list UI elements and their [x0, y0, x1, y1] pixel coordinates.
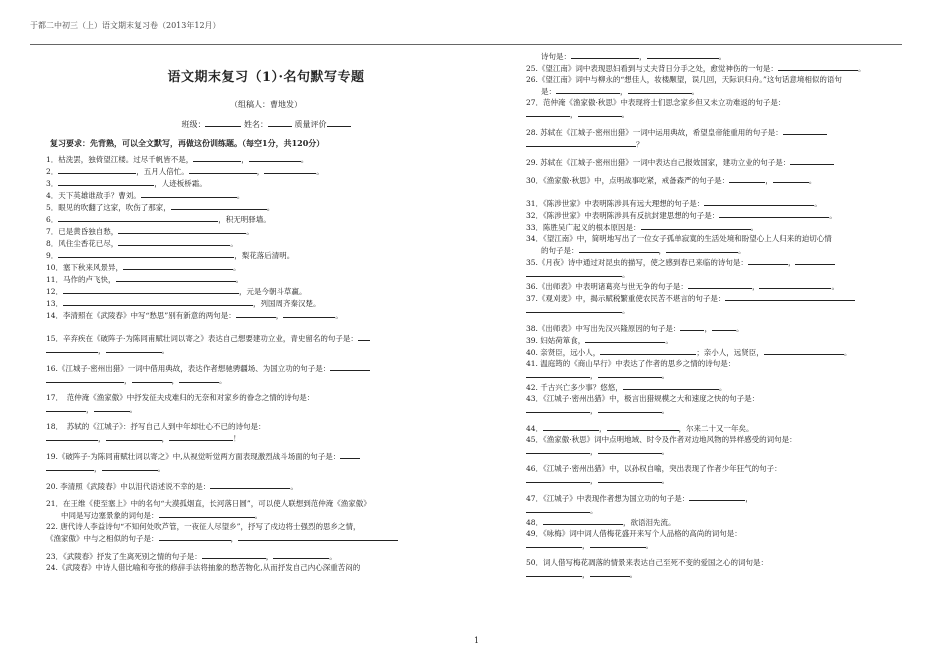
- answer-blank[interactable]: [46, 462, 94, 471]
- score-field[interactable]: [327, 118, 351, 127]
- questions-left: [46, 153, 486, 573]
- question-23: 23．《武陵春》抒发了生离死别之情的句子是： ， 。: [46, 552, 337, 561]
- answer-blank[interactable]: [102, 462, 158, 471]
- answer-blank[interactable]: [704, 197, 814, 206]
- answer-blank[interactable]: [193, 153, 241, 162]
- answer-blank[interactable]: [283, 309, 335, 318]
- question-41: 41. 温庭筠的《商山早行》中表达了作者的思乡之情的诗句是：: [526, 359, 736, 368]
- answer-blank[interactable]: [169, 432, 233, 441]
- answer-blank[interactable]: [273, 550, 329, 559]
- answer-blank[interactable]: [249, 153, 301, 162]
- answer-blank[interactable]: [159, 509, 255, 518]
- answer-blank[interactable]: [340, 450, 360, 459]
- question-6: 6． ，积无明驿墙。: [46, 215, 271, 224]
- question-26-cont: 是： ， 。: [541, 87, 699, 96]
- question-19: 19.《破阵子·为陈同甫赋壮词以寄之》中,从视觉听觉两方面表现激烈战斗场面的句子是：: [46, 450, 486, 462]
- answer-blank[interactable]: [666, 244, 738, 253]
- question-11: 11．马作的卢飞快， 。: [46, 275, 244, 284]
- question-50: 50．词人借写梅花凋落的情景来表达自己至死不变的爱国之心的词句是：: [526, 558, 769, 567]
- question-31: 31．《陈涉世家》中表明陈涉具有远大理想的句子是： 。: [526, 199, 822, 208]
- answer-blank[interactable]: [189, 165, 257, 174]
- question-40: 40. 亲贤臣，远小人， ；亲小人，远贤臣， 。: [526, 348, 852, 357]
- answer-blank[interactable]: [179, 374, 219, 383]
- question-15: 15．辛弃疾在《破阵子·为陈同甫赋壮词以寄之》表达自己想要建功立业，青史留名的句子是：: [46, 332, 486, 344]
- answer-blank[interactable]: [783, 126, 827, 135]
- answer-blank[interactable]: [543, 516, 623, 525]
- question-47-cont: 。: [526, 504, 926, 516]
- left-column: [46, 50, 486, 573]
- answer-blank[interactable]: [600, 346, 696, 355]
- answer-blank[interactable]: [202, 550, 266, 559]
- answer-blank[interactable]: [712, 322, 736, 331]
- answer-blank[interactable]: [748, 256, 788, 265]
- question-7: 7．已是黄昏独自愁， 。: [46, 227, 254, 236]
- answer-blank[interactable]: [719, 209, 829, 218]
- question-38: 38.《出师表》中写出先汉兴隆原因的句子是： ， 。: [526, 324, 744, 333]
- page-title: 语文期末复习（1）·名句默写专题: [167, 70, 365, 85]
- name-field[interactable]: [268, 118, 292, 127]
- answer-blank[interactable]: [58, 165, 136, 174]
- answer-blank[interactable]: [579, 244, 659, 253]
- answer-blank[interactable]: [689, 492, 745, 501]
- question-34-cont: 的句子是： ， 。: [541, 246, 746, 255]
- answer-blank[interactable]: [647, 50, 719, 59]
- page-number: 1: [474, 636, 480, 645]
- answer-blank[interactable]: [526, 539, 582, 548]
- question-22: 22. 唐代诗人李益诗句“不知何处吹芦管，一夜征人尽望乡”，抒写了戍边将士强烈的思乡之情，: [46, 522, 361, 531]
- question-45-cont: ， 。: [526, 445, 926, 457]
- answer-blank[interactable]: [171, 201, 267, 210]
- question-37: 37.《观刈麦》中，揭示赋税繁重使农民苦不堪言的句子是：: [526, 292, 926, 304]
- question-16: 16.《江城子·密州出猎》一词中借用典故，表达作者想驰骋疆场、为国立功的句子是：: [46, 362, 486, 374]
- answer-blank[interactable]: [729, 174, 765, 183]
- question-43: 43．《江城子·密州出猎》中，极言出猎规模之大和速度之快的句子是：: [526, 394, 760, 403]
- answer-blank[interactable]: [58, 249, 234, 258]
- answer-blank[interactable]: [571, 50, 639, 59]
- answer-blank[interactable]: [578, 108, 622, 117]
- answer-blank[interactable]: [116, 273, 236, 282]
- question-24: 24.《武陵春》中诗人借比喻和夸张的修辞手法将抽象的愁苦物化,从而抒发自己内心深重苦闷的: [46, 563, 361, 572]
- question-24-cont: 诗句是： ， 。: [541, 52, 726, 61]
- question-45: 45．《渔家傲·秋思》词中点明地域、时令及作者对边地风物的异样感受的词句是：: [526, 435, 797, 444]
- question-26: 26.《望江南》词中与柳永的“想佳人，妆楼颙望，误几回，天际识归舟。”这句话意境相似的语句: [526, 75, 842, 84]
- answer-blank[interactable]: [598, 474, 662, 483]
- score-label: 质量评价: [294, 120, 327, 129]
- answer-blank[interactable]: [607, 422, 679, 431]
- answer-blank[interactable]: [63, 285, 239, 294]
- answer-blank[interactable]: [778, 62, 858, 71]
- question-8: 8．风住尘香花已尽， 。: [46, 239, 238, 248]
- answer-blank[interactable]: [526, 108, 570, 117]
- answer-blank[interactable]: [63, 297, 253, 306]
- name-label: 姓名：: [244, 120, 268, 129]
- question-22-cont: 《渔家傲》中与之相似的句子是： ，: [46, 532, 486, 544]
- answer-blank[interactable]: [526, 504, 590, 513]
- question-25: 25.《望江南》词中表现思妇看到与丈夫背日分手之处，愈觉神伤的一句是： 。: [526, 64, 866, 73]
- answer-blank[interactable]: [58, 213, 218, 222]
- answer-blank[interactable]: [264, 165, 316, 174]
- question-17-cont: ， 。: [46, 403, 486, 415]
- question-18-cont: ， ， ！: [46, 432, 486, 444]
- answer-blank[interactable]: [46, 374, 124, 383]
- question-17: 17． 范仲淹《渔家傲》中抒发征夫戍难归的无奈和对家乡的眷念之情的诗句是：: [46, 393, 315, 402]
- question-4: 4．天下英雄谁敌手？曹刘。 。: [46, 191, 245, 200]
- question-12: 12． ，元是今朝斗草赢。: [46, 287, 307, 296]
- question-46-cont: ， 。: [526, 474, 926, 486]
- answer-blank[interactable]: [590, 539, 646, 548]
- answer-blank[interactable]: [106, 432, 162, 441]
- question-33: 33．陈胜吴广起义的根本原因是： 。: [526, 223, 759, 232]
- question-44: 44． ， ，尔来二十又一年矣。: [526, 424, 754, 433]
- question-16-cont: ， ， 。: [46, 374, 486, 386]
- answer-blank[interactable]: [330, 362, 370, 371]
- question-27: 27．范仲淹《渔家傲·秋思》中表现将士们思念家乡但又未立功难返的句子是：: [526, 98, 786, 107]
- question-13: 13． ，列国周齐秦汉楚。: [46, 299, 321, 308]
- compiler-line: （组稿人：曹地发）: [230, 100, 302, 109]
- question-36: 36.《出师表》中表明诸葛亮与世无争的句子是： ， 。: [526, 282, 839, 291]
- question-18: 18． 苏轼的《江城子》：抒写自己人到中年却壮心不已的诗句是：: [46, 422, 266, 431]
- answer-blank[interactable]: [46, 432, 98, 441]
- answer-blank[interactable]: [526, 474, 590, 483]
- answer-blank[interactable]: [526, 404, 590, 413]
- answer-blank[interactable]: [590, 568, 630, 577]
- question-46: 46．《江城子·密州出猎》中，以孙权自喻，突出表现了作者少年狂气的句子：: [526, 464, 782, 473]
- answer-blank[interactable]: [236, 309, 276, 318]
- question-47: 47．《江城子》中表现作者想为国立功的句子是： ，: [526, 494, 753, 503]
- student-info-line: [46, 118, 486, 130]
- answer-blank[interactable]: [585, 334, 665, 343]
- question-1: 1．枯洗罢，独倚望江楼。过尽千帆皆不是， ， 。: [46, 155, 309, 164]
- answer-blank[interactable]: [526, 138, 636, 147]
- answer-blank[interactable]: [795, 256, 835, 265]
- answer-blank[interactable]: [132, 374, 172, 383]
- question-49: 49．《咏梅》词中词人借梅花盛开来写个人品格的高尚的词句是：: [526, 529, 742, 538]
- answer-blank[interactable]: [141, 189, 237, 198]
- requirement-text: 复习要求：先背熟，可以全文默写，再做这份训练题。（每空1分，共120分）: [50, 138, 325, 148]
- question-20: 20. 李清照《武陵春》中以泪代语述说不幸的是： 。: [46, 482, 298, 491]
- question-28: 28. 苏轼在《江城子·密州出猎》一词中运用典故，希望皇帝能重用的句子是：: [526, 126, 926, 138]
- answer-blank[interactable]: [46, 403, 86, 412]
- answer-blank[interactable]: [641, 221, 751, 230]
- answer-blank[interactable]: [598, 369, 662, 378]
- question-3: 3． ，人迹板桥霜。: [46, 179, 207, 188]
- question-37-cont: 。: [526, 304, 926, 316]
- question-35: 35.《月夜》诗中通过对昆虫的描写，使之感到春已来临的诗句是： ，: [526, 256, 926, 268]
- answer-blank[interactable]: [123, 261, 233, 270]
- answer-blank[interactable]: [598, 404, 662, 413]
- answer-blank[interactable]: [94, 403, 130, 412]
- answer-blank[interactable]: [526, 304, 622, 313]
- answer-blank[interactable]: [238, 532, 398, 541]
- answer-blank[interactable]: [210, 480, 290, 489]
- answer-blank[interactable]: [526, 268, 622, 277]
- question-49-cont: ， 。: [526, 539, 926, 551]
- question-42: 42. 千古兴亡多少事？悠悠， 。: [526, 383, 727, 392]
- answer-blank[interactable]: [526, 568, 582, 577]
- answer-blank[interactable]: [790, 156, 834, 165]
- class-label: 班级：: [181, 120, 206, 129]
- answer-blank[interactable]: [764, 346, 844, 355]
- answer-blank[interactable]: [628, 85, 692, 94]
- question-19-cont: ， 。: [46, 462, 486, 474]
- answer-blank[interactable]: [680, 322, 704, 331]
- question-5: 5．眼见的吹翻了这家，吹伤了那家， 。: [46, 203, 275, 212]
- answer-blank[interactable]: [159, 532, 231, 541]
- question-39: 39. 妇姑荷箪食， 。: [526, 336, 673, 345]
- answer-blank[interactable]: [556, 85, 620, 94]
- answer-blank[interactable]: [118, 237, 230, 246]
- answer-blank[interactable]: [118, 225, 246, 234]
- page-header: 于都二中初三（上）语文期末复习卷（2013年12月）: [30, 21, 221, 30]
- question-41-cont: ， 。: [526, 369, 926, 381]
- question-35-cont: 。: [526, 268, 926, 280]
- answer-blank[interactable]: [106, 344, 162, 353]
- question-29: 29. 苏轼在《江城子·密州出猎》一词中表达自己报效国家，建功立业的句子是：: [526, 156, 926, 168]
- question-43-cont: ， 。: [526, 404, 926, 416]
- answer-blank[interactable]: [526, 445, 590, 454]
- question-30: 30．《渔家傲·秋思》中，点明战事吃紧，戒备森严的句子是： ， 。: [526, 176, 817, 185]
- answer-blank[interactable]: [725, 292, 855, 301]
- answer-blank[interactable]: [598, 445, 662, 454]
- question-2: 2． ，五月人倍忙。 ， 。: [46, 167, 324, 176]
- question-21: 21．在王维《使至塞上》中的名句“大漠孤烟直，长河落日圆”，可以使人联想到范仲淹《渔家傲》: [46, 499, 371, 508]
- question-14: 14．李清照在《武陵春》中写“愁思”别有新意的两句是： ， 。: [46, 311, 343, 320]
- question-10: 10．塞下秋来风景异， 。: [46, 263, 241, 272]
- question-32: 32．《陈涉世家》中表明陈涉具有反抗封建思想的句子是： 。: [526, 211, 837, 220]
- question-27-cont: ， 。: [526, 108, 926, 120]
- question-34: 34．《望江南》中，简明地写出了一位女子孤单寂寞的生活处境和盼望心上人归来的迫切心情: [526, 234, 832, 243]
- question-50-cont: ， 。: [526, 568, 926, 580]
- question-15-cont: ， 。: [46, 344, 486, 356]
- question-9: 9． ，梨花落后清明。: [46, 251, 295, 260]
- right-column: [526, 50, 926, 580]
- answer-blank[interactable]: [773, 174, 809, 183]
- answer-blank[interactable]: [688, 280, 752, 289]
- answer-blank[interactable]: [358, 332, 370, 341]
- answer-blank[interactable]: [543, 422, 599, 431]
- question-48: 48． ，欲语泪先流。: [526, 518, 676, 527]
- header-divider: [30, 44, 902, 45]
- question-21-cont: 中同是写边塞景象的词句是： 。: [61, 511, 262, 520]
- answer-blank[interactable]: [623, 381, 719, 390]
- answer-blank[interactable]: [46, 344, 98, 353]
- question-28-cont: ？: [526, 138, 926, 150]
- answer-blank[interactable]: [58, 177, 154, 186]
- answer-blank[interactable]: [759, 280, 831, 289]
- class-field[interactable]: [205, 118, 241, 127]
- answer-blank[interactable]: [526, 369, 590, 378]
